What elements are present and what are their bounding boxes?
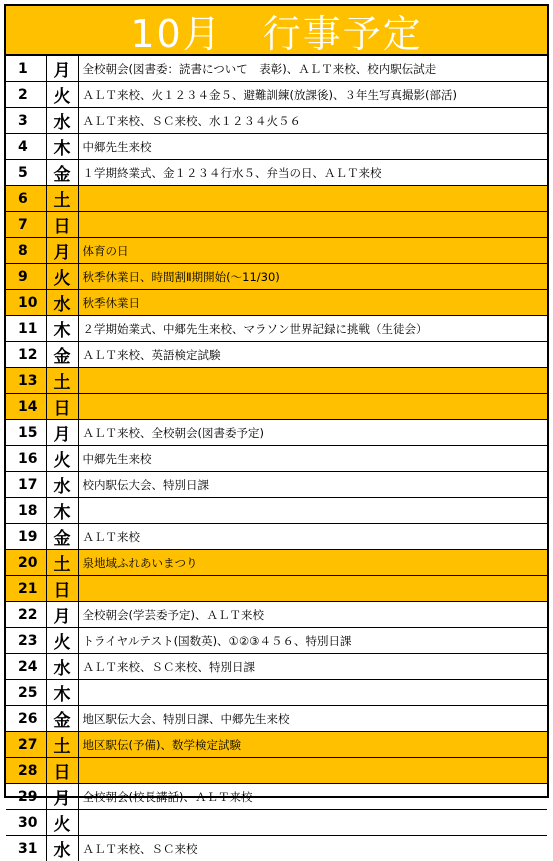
day-number: 21 — [6, 576, 46, 602]
table-row — [6, 420, 547, 446]
day-number: 24 — [6, 654, 46, 680]
weekday-cell: 火 — [46, 810, 78, 836]
event-cell: 中郷先生来校 — [78, 446, 547, 472]
day-number: 17 — [6, 472, 46, 498]
table-row — [6, 472, 547, 498]
event-cell — [78, 576, 547, 602]
weekday-cell: 水 — [46, 290, 78, 316]
weekday-cell: 木 — [46, 498, 78, 524]
table-row — [6, 160, 547, 186]
weekday-cell: 日 — [46, 212, 78, 238]
event-cell — [78, 212, 547, 238]
event-cell — [78, 368, 547, 394]
day-number: 29 — [6, 784, 46, 810]
schedule-table — [6, 56, 547, 861]
table-row — [6, 264, 547, 290]
event-cell — [78, 680, 547, 706]
weekday-cell: 日 — [46, 576, 78, 602]
weekday-cell: 金 — [46, 342, 78, 368]
weekday-cell: 土 — [46, 550, 78, 576]
weekday-cell: 水 — [46, 654, 78, 680]
day-number: 22 — [6, 602, 46, 628]
event-cell: 地区駅伝大会、特別日課、中郷先生来校 — [78, 706, 547, 732]
weekday-cell: 火 — [46, 264, 78, 290]
table-row — [6, 550, 547, 576]
event-cell: 秋季休業日、時間割Ⅱ期開始(～11/30) — [78, 264, 547, 290]
event-cell: ＡＬＴ来校、全校朝会(図書委予定) — [78, 420, 547, 446]
table-row — [6, 238, 547, 264]
event-cell: 全校朝会(校長講話)、ＡＬＴ来校 — [78, 784, 547, 810]
table-row — [6, 108, 547, 134]
table-row — [6, 134, 547, 160]
table-row — [6, 576, 547, 602]
event-cell — [78, 498, 547, 524]
day-number: 5 — [6, 160, 46, 186]
event-cell: トライヤルテスト(国数英)、①②③４５６、特別日課 — [78, 628, 547, 654]
table-row — [6, 212, 547, 238]
day-number: 2 — [6, 82, 46, 108]
weekday-cell: 水 — [46, 836, 78, 861]
event-cell: 全校朝会(学芸委予定)、ＡＬＴ来校 — [78, 602, 547, 628]
event-cell: ＡＬＴ来校、ＳＣ来校、特別日課 — [78, 654, 547, 680]
day-number: 27 — [6, 732, 46, 758]
weekday-cell: 金 — [46, 706, 78, 732]
table-row — [6, 836, 547, 861]
day-number: 18 — [6, 498, 46, 524]
weekday-cell: 月 — [46, 784, 78, 810]
event-cell: ＡＬＴ来校、ＳＣ来校 — [78, 836, 547, 861]
weekday-cell: 土 — [46, 732, 78, 758]
event-cell: ＡＬＴ来校 — [78, 524, 547, 550]
weekday-cell: 火 — [46, 82, 78, 108]
schedule-sheet — [4, 4, 549, 798]
day-number: 26 — [6, 706, 46, 732]
event-cell — [78, 758, 547, 784]
table-row — [6, 446, 547, 472]
event-cell — [78, 186, 547, 212]
table-row — [6, 290, 547, 316]
table-row — [6, 758, 547, 784]
event-cell: 校内駅伝大会、特別日課 — [78, 472, 547, 498]
weekday-cell: 火 — [46, 628, 78, 654]
day-number: 6 — [6, 186, 46, 212]
day-number: 7 — [6, 212, 46, 238]
event-cell: １学期終業式、金１２３４行水５、弁当の日、ＡＬＴ来校 — [78, 160, 547, 186]
table-row — [6, 498, 547, 524]
event-cell — [78, 394, 547, 420]
weekday-cell: 水 — [46, 472, 78, 498]
event-cell: 秋季休業日 — [78, 290, 547, 316]
table-row — [6, 394, 547, 420]
day-number: 28 — [6, 758, 46, 784]
day-number: 23 — [6, 628, 46, 654]
table-row — [6, 602, 547, 628]
day-number: 11 — [6, 316, 46, 342]
table-row — [6, 628, 547, 654]
table-row — [6, 732, 547, 758]
weekday-cell: 月 — [46, 420, 78, 446]
event-cell: ２学期始業式、中郷先生来校、マラソン世界記録に挑戦（生徒会） — [78, 316, 547, 342]
weekday-cell: 日 — [46, 758, 78, 784]
table-row — [6, 342, 547, 368]
day-number: 31 — [6, 836, 46, 861]
weekday-cell: 土 — [46, 186, 78, 212]
weekday-cell: 木 — [46, 680, 78, 706]
day-number: 12 — [6, 342, 46, 368]
weekday-cell: 月 — [46, 238, 78, 264]
day-number: 25 — [6, 680, 46, 706]
day-number: 8 — [6, 238, 46, 264]
day-number: 19 — [6, 524, 46, 550]
table-row — [6, 56, 547, 82]
schedule-rows — [6, 56, 547, 861]
weekday-cell: 金 — [46, 524, 78, 550]
event-cell: ＡＬＴ来校、英語検定試験 — [78, 342, 547, 368]
table-row — [6, 680, 547, 706]
weekday-cell: 土 — [46, 368, 78, 394]
table-row — [6, 654, 547, 680]
weekday-cell: 水 — [46, 108, 78, 134]
event-cell: ＡＬＴ来校、ＳＣ来校、水１２３４火５６ — [78, 108, 547, 134]
day-number: 13 — [6, 368, 46, 394]
table-row — [6, 316, 547, 342]
day-number: 10 — [6, 290, 46, 316]
event-cell: 体育の日 — [78, 238, 547, 264]
weekday-cell: 火 — [46, 446, 78, 472]
weekday-cell: 日 — [46, 394, 78, 420]
day-number: 20 — [6, 550, 46, 576]
weekday-cell: 月 — [46, 602, 78, 628]
day-number: 3 — [6, 108, 46, 134]
event-cell — [78, 810, 547, 836]
day-number: 16 — [6, 446, 46, 472]
event-cell: ＡＬＴ来校、火１２３４金５、避難訓練(放課後)、３年生写真撮影(部活) — [78, 82, 547, 108]
table-row — [6, 82, 547, 108]
day-number: 4 — [6, 134, 46, 160]
day-number: 1 — [6, 56, 46, 82]
event-cell: 泉地域ふれあいまつり — [78, 550, 547, 576]
weekday-cell: 月 — [46, 56, 78, 82]
weekday-cell: 金 — [46, 160, 78, 186]
table-row — [6, 784, 547, 810]
table-row — [6, 368, 547, 394]
day-number: 15 — [6, 420, 46, 446]
day-number: 30 — [6, 810, 46, 836]
event-cell: 地区駅伝(予備)、数学検定試験 — [78, 732, 547, 758]
table-row — [6, 524, 547, 550]
event-cell: 中郷先生来校 — [78, 134, 547, 160]
table-row — [6, 810, 547, 836]
event-cell: 全校朝会(図書委：読書について 表彰)、ＡＬＴ来校、校内駅伝試走 — [78, 56, 547, 82]
day-number: 9 — [6, 264, 46, 290]
table-row — [6, 706, 547, 732]
day-number: 14 — [6, 394, 46, 420]
table-row — [6, 186, 547, 212]
weekday-cell: 木 — [46, 316, 78, 342]
weekday-cell: 木 — [46, 134, 78, 160]
page-title: 10月 行事予定 — [6, 6, 547, 56]
